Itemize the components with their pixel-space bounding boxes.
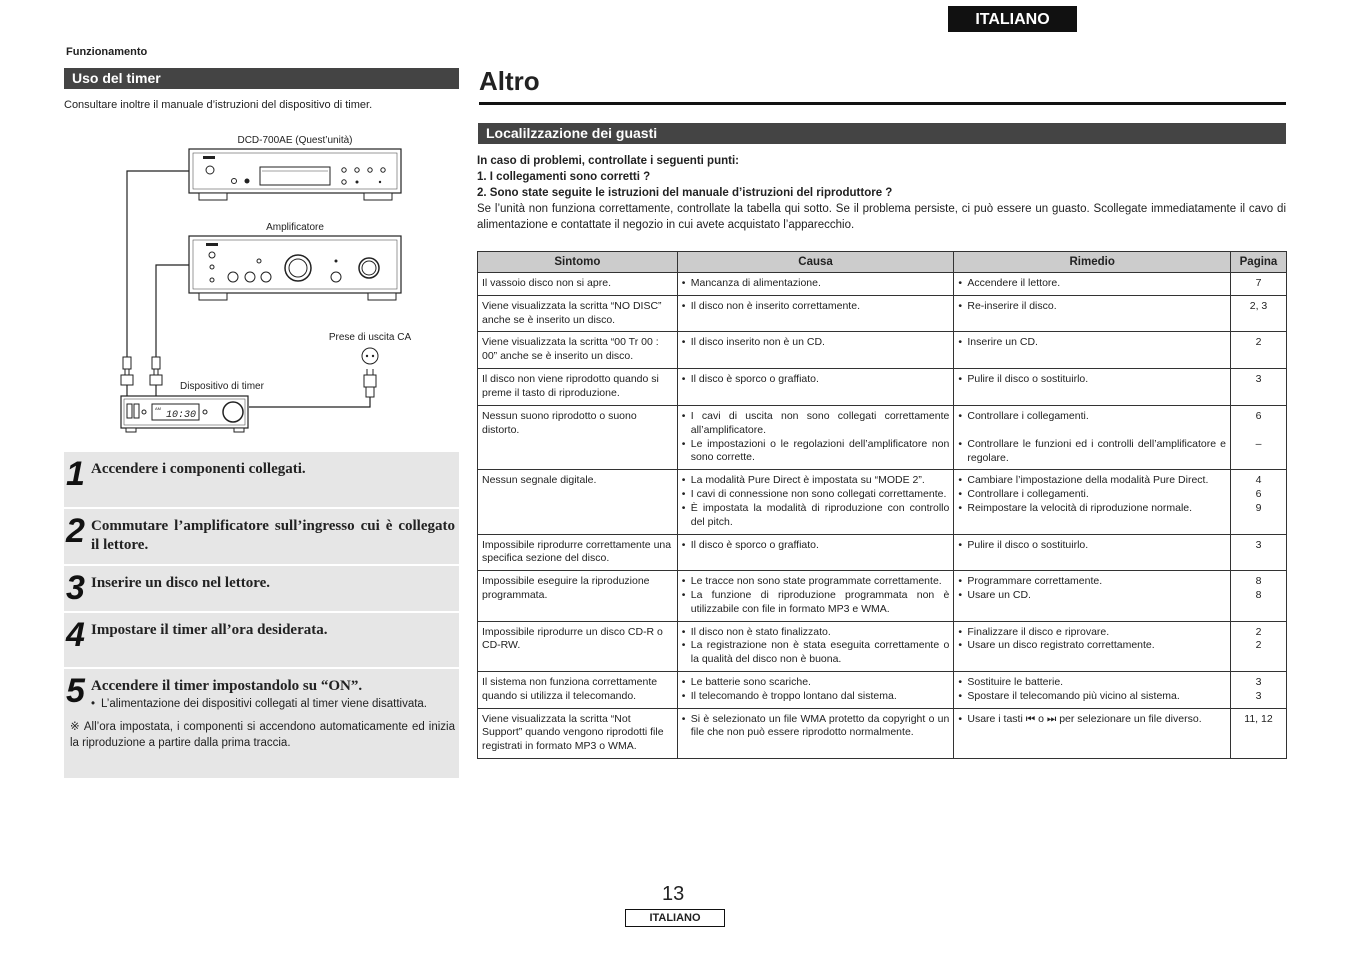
step-1 <box>64 452 459 509</box>
cause-item: • Mancanza di alimentazione. <box>682 277 950 291</box>
remedy-cell <box>954 369 1231 406</box>
remedy-item: • Usare un disco registrato correttamente. <box>958 639 1226 653</box>
remedy-item: • Pulire il disco o sostituirlo. <box>958 539 1226 553</box>
page-cell: 2 2 <box>1230 621 1286 671</box>
remedy-item: • Reimpostare la velocità di riproduzione normale. <box>958 502 1226 516</box>
symptom-cell: Il disco non viene riprodotto quando si preme il tasto di riproduzione. <box>478 369 678 406</box>
table-row <box>478 470 1287 534</box>
intro-line: 2. Sono state seguite le istruzioni del manuale d’istruzioni del riproduttore ? <box>477 187 893 199</box>
table-row <box>478 295 1287 332</box>
page-cell: 3 <box>1230 369 1286 406</box>
amplifier-image <box>189 236 401 293</box>
step-number: 4 <box>66 616 85 654</box>
table-row <box>478 405 1287 469</box>
table-row <box>478 332 1287 369</box>
timer-device-label: Dispositivo di timer <box>180 381 264 392</box>
cause-item: • Si è selezionato un file WMA protetto da copyright o un file che non può essere riprodotto normalmente. <box>682 713 950 741</box>
column-header: Rimedio <box>954 252 1231 273</box>
page-cell: 11, 12 <box>1230 708 1286 758</box>
troubleshooting-table <box>477 251 1287 759</box>
symptom-cell: Il vassoio disco non si apre. <box>478 273 678 296</box>
troubleshooting-title: Localilzzazione dei guasti <box>478 123 1286 144</box>
cause-cell <box>677 295 954 332</box>
cause-item: • I cavi di uscita non sono collegati correttamente all’amplificatore. <box>682 410 950 438</box>
power-plug-icon <box>364 369 376 397</box>
page-cell: 8 8 <box>1230 571 1286 621</box>
remedy-cell <box>954 470 1231 534</box>
title-divider <box>479 102 1286 105</box>
page-cell: 2 <box>1230 332 1286 369</box>
remedy-cell <box>954 332 1231 369</box>
outlet-label: Prese di uscita CA <box>328 332 412 343</box>
table-row <box>478 273 1287 296</box>
cause-item: • Il disco è sporco o graffiato. <box>682 373 950 387</box>
timer-intro: Consultare inoltre il manuale d’istruzioni del dispositivo di timer. <box>64 99 373 111</box>
cause-cell <box>677 708 954 758</box>
cause-cell <box>677 621 954 671</box>
step-number: 1 <box>66 455 85 493</box>
table-row <box>478 534 1287 571</box>
column-header: Sintomo <box>478 252 678 273</box>
symptom-cell: Il sistema non funziona correttamente quando si utilizza il telecomando. <box>478 671 678 708</box>
intro-line: In caso di problemi, controllate i seguenti punti: <box>477 155 739 167</box>
page-cell: 4 6 9 <box>1230 470 1286 534</box>
timer-display-small: AM <box>155 406 161 411</box>
cause-item: • Il disco non è stato finalizzato. <box>682 626 950 640</box>
amplifier-label: Amplificatore <box>266 222 324 233</box>
remedy-item: • Pulire il disco o sostituirlo. <box>958 373 1226 387</box>
remedy-cell <box>954 273 1231 296</box>
remedy-item: • Finalizzare il disco e riprovare. <box>958 626 1226 640</box>
symptom-cell: Impossibile riprodurre un disco CD-R o CD-RW. <box>478 621 678 671</box>
symptom-cell: Nessun segnale digitale. <box>478 470 678 534</box>
cause-cell <box>677 332 954 369</box>
timer-section-title: Uso del timer <box>64 68 459 89</box>
page-title: Altro <box>479 66 540 96</box>
intro-paragraph: Se l’unità non funziona correttamente, controllate la tabella qui sotto. Se il problema persiste, ci può essere un guasto. Scollegate immediatamente il cavo di alimentazione e contattate il negozio in cui avete acquistato l’apparecchio. <box>477 203 1286 231</box>
remedy-item: • Spostare il telecomando più vicino al sistema. <box>958 690 1226 704</box>
step-2 <box>64 509 459 566</box>
remedy-cell <box>954 571 1231 621</box>
cause-item: • La funzione di riproduzione programmata non è utilizzabile con file in formato MP3 e WMA. <box>682 589 950 617</box>
remedy-cell <box>954 708 1231 758</box>
cause-item: • Le impostazioni o le regolazioni dell’amplificatore non sono corrette. <box>682 438 950 466</box>
cause-cell <box>677 273 954 296</box>
remedy-item: • Controllare le funzioni ed i controlli dell’amplificatore e regolare. <box>958 438 1226 466</box>
remedy-item: • Controllare i collegamenti. <box>958 488 1226 502</box>
cause-cell <box>677 369 954 406</box>
plug-icon <box>150 357 162 385</box>
cause-item: • Il disco inserito non è un CD. <box>682 336 950 350</box>
cd-player-label: DCD-700AE (Quest’unità) <box>237 135 353 146</box>
cause-cell <box>677 405 954 469</box>
step-number: 5 <box>66 672 85 710</box>
step-text: Inserire un disco nel lettore. <box>91 575 271 591</box>
remedy-item: • Accendere il lettore. <box>958 277 1226 291</box>
step-4 <box>64 613 459 669</box>
column-header: Causa <box>677 252 954 273</box>
step-number: 3 <box>66 569 85 607</box>
step-number: 2 <box>66 512 85 550</box>
remedy-item: • Re-inserire il disco. <box>958 300 1226 314</box>
cause-item: • I cavi di connessione non sono collegati correttamente. <box>682 488 950 502</box>
page-cell: 2, 3 <box>1230 295 1286 332</box>
cause-item: • La modalità Pure Direct è impostata su “MODE 2”. <box>682 474 950 488</box>
cause-item: • Le batterie sono scariche. <box>682 676 950 690</box>
cause-item: • È impostata la modalità di riproduzione con controllo del pitch. <box>682 502 950 530</box>
plug-icon <box>121 357 133 385</box>
remedy-cell <box>954 621 1231 671</box>
cause-cell <box>677 534 954 571</box>
cause-item: • Il telecomando è troppo lontano dal sistema. <box>682 690 950 704</box>
remedy-item: • Cambiare l’impostazione della modalità Pure Direct. <box>958 474 1226 488</box>
cause-item: • La registrazione non è stata eseguita correttamente o la qualità del disco non è buona. <box>682 639 950 667</box>
remedy-item: • Inserire un CD. <box>958 336 1226 350</box>
cause-cell <box>677 470 954 534</box>
cause-item: • Le tracce non sono state programmate correttamente. <box>682 575 950 589</box>
remedy-item: • Controllare i collegamenti. <box>958 410 1226 424</box>
symptom-cell: Viene visualizzata la scritta “NO DISC” anche se è inserito un disco. <box>478 295 678 332</box>
cause-cell <box>677 571 954 621</box>
language-tab: ITALIANO <box>948 6 1077 32</box>
cause-item: • Il disco non è inserito correttamente. <box>682 300 950 314</box>
symptom-cell: Impossibile eseguire la riproduzione programmata. <box>478 571 678 621</box>
cause-cell <box>677 671 954 708</box>
connection-diagram <box>64 125 459 440</box>
step-text: Impostare il timer all’ora desiderata. <box>91 622 328 638</box>
symptom-cell: Viene visualizzata la scritta “00 Tr 00 : 00” anche se è inserito un disco. <box>478 332 678 369</box>
page-cell: 7 <box>1230 273 1286 296</box>
footer-language: ITALIANO <box>625 909 725 927</box>
remedy-item: • Programmare correttamente. <box>958 575 1226 589</box>
table-header-row <box>478 252 1287 273</box>
intro-line: 1. I collegamenti sono corretti ? <box>477 171 651 183</box>
page-cell: 6 – <box>1230 405 1286 469</box>
step-bullet: • L’alimentazione dei dispositivi collegati al timer viene disattivata. <box>91 698 428 710</box>
page-cell: 3 3 <box>1230 671 1286 708</box>
remedy-item: • Usare i tasti ⏮ o ⏭ per selezionare un file diverso. <box>958 713 1226 727</box>
step-text: Commutare l’amplificatore sull’ingresso cui è collegato il lettore. <box>91 518 455 553</box>
symptom-cell: Viene visualizzata la scritta “Not Support” quando vengono riprodotti file registrati in formato MP3 o WMA. <box>478 708 678 758</box>
step-text: Accendere i componenti collegati. <box>91 461 306 477</box>
table-row <box>478 571 1287 621</box>
remedy-cell <box>954 295 1231 332</box>
remedy-cell <box>954 671 1231 708</box>
step-5 <box>64 669 459 778</box>
steps-list <box>64 452 459 778</box>
table-row <box>478 708 1287 758</box>
troubleshooting-intro <box>477 153 1286 233</box>
page-cell: 3 <box>1230 534 1286 571</box>
remedy-cell <box>954 534 1231 571</box>
outlet-icon <box>362 348 378 364</box>
step-text: Accendere il timer impostandolo su “ON”. <box>91 678 363 694</box>
step-note: ※ All’ora impostata, i componenti si accendono automaticamente ed inizia la riproduzione a partire dalla prima traccia. <box>70 721 455 749</box>
cause-item: • Il disco è sporco o graffiato. <box>682 539 950 553</box>
column-header: Pagina <box>1230 252 1286 273</box>
symptom-cell: Nessun suono riprodotto o suono distorto. <box>478 405 678 469</box>
remedy-item: • Sostituire le batterie. <box>958 676 1226 690</box>
remedy-cell <box>954 405 1231 469</box>
symptom-cell: Impossibile riprodurre correttamente una specifica sezione del disco. <box>478 534 678 571</box>
table-row <box>478 369 1287 406</box>
section-label: Funzionamento <box>66 46 148 58</box>
timer-display: 10:30 <box>166 410 197 421</box>
remedy-item: • Usare un CD. <box>958 589 1226 603</box>
page-number: 13 <box>662 883 685 905</box>
table-row <box>478 621 1287 671</box>
table-row <box>478 671 1287 708</box>
step-3 <box>64 566 459 613</box>
